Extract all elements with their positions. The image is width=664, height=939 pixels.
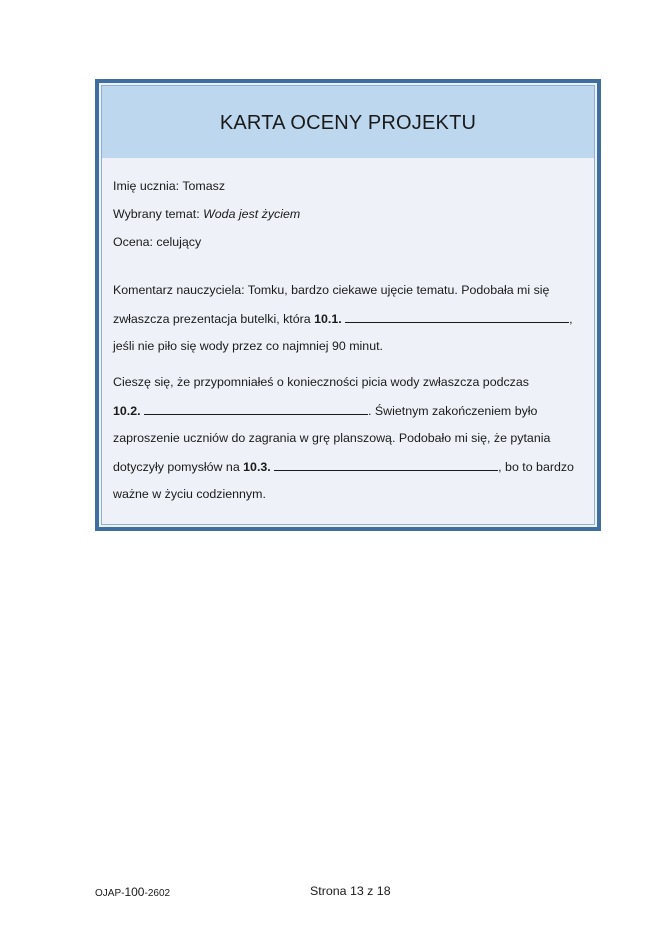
student-name: Tomasz: [182, 179, 226, 193]
topic-value: Woda jest życiem: [203, 207, 301, 221]
comment-line-1: Komentarz nauczyciela: Tomku, bardzo ciekawe ujęcie tematu. Podobała mi się: [113, 283, 550, 297]
card-title: KARTA OCENY PROJEKTU: [219, 111, 477, 134]
page-number: Strona 13 z 18: [310, 884, 391, 898]
exam-code: [95, 885, 170, 899]
gap-10-3-number: 10.3.: [243, 460, 271, 474]
gap-10-1-blank[interactable]: [345, 311, 569, 323]
comment-line-7: [113, 459, 574, 474]
gap-10-3-blank[interactable]: [274, 459, 498, 471]
student-line: [113, 179, 225, 193]
comment-line-7-pre: dotyczyły pomysłów na: [113, 460, 244, 474]
exam-code-suffix: -2602: [144, 888, 171, 899]
comment-line-5-post: . Świetnym zakończeniem było: [368, 404, 538, 418]
gap-10-2-number: 10.2.: [113, 404, 141, 418]
topic-label: Wybrany temat:: [113, 207, 204, 221]
comment-line-2: [113, 311, 573, 326]
grade-line: [113, 235, 201, 249]
topic-line: [113, 207, 300, 221]
comment-line-6: zaproszenie uczniów do zagrania w grę planszową. Podobało mi się, że pytania: [113, 431, 551, 445]
comment-line-7-post: , bo to bardzo: [498, 460, 574, 474]
grade-label: Ocena:: [113, 235, 157, 249]
comment-line-4: Cieszę się, że przypomniałeś o konieczności picia wody zwłaszcza podczas: [113, 375, 529, 389]
gap-10-2-blank[interactable]: [144, 403, 368, 415]
gap-10-1-number: 10.1.: [314, 312, 342, 326]
comment-line-2-pre: zwłaszcza prezentacja butelki, która: [113, 312, 315, 326]
comment-line-3: jeśli nie piło się wody przez co najmniej 90 minut.: [113, 339, 383, 353]
comment-line-2-post: ,: [569, 312, 573, 326]
comment-line-5: [113, 403, 537, 418]
card-header: [102, 86, 594, 158]
grade-value: celujący: [156, 235, 202, 249]
exam-code-mid: 100: [124, 885, 145, 899]
comment-line-8: ważne w życiu codziennym.: [113, 487, 266, 501]
evaluation-card: [95, 79, 601, 531]
student-label: Imię ucznia:: [113, 179, 183, 193]
exam-code-prefix: OJAP-: [95, 888, 125, 899]
